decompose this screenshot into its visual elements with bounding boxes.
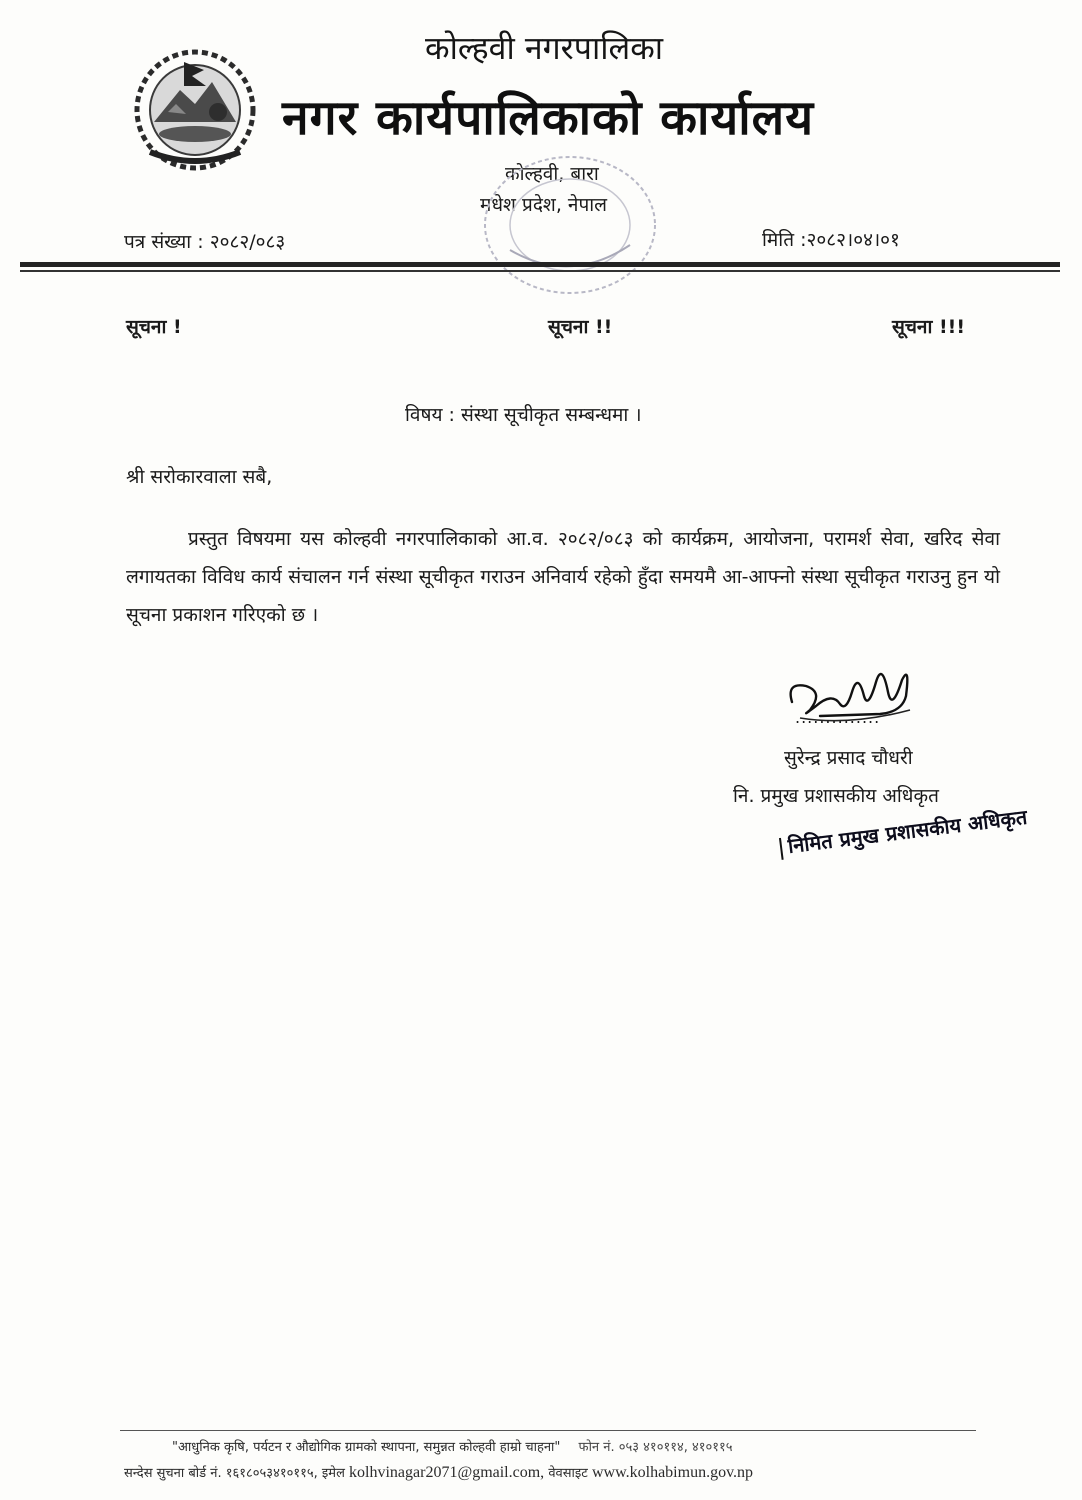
footer-line-1 (172, 1437, 733, 1455)
footer-phone: फोन नं. ०५३ ४१०११४, ४१०११५ (578, 1440, 733, 1455)
footer-slogan: "आधुनिक कृषि, पर्यटन र औद्योगिक ग्रामको स्थापना, समुन्नत कोल्हवी हाम्रो चाहना" (172, 1440, 561, 1455)
letter-date: मिति :२०८२।०४।०१ (762, 229, 900, 251)
office-name: नगर कार्यपालिकाको कार्यालय (282, 90, 815, 146)
nepal-government-emblem-icon (120, 42, 270, 172)
header-divider-thin (20, 270, 1060, 272)
footer-website-label: वेवसाइट (548, 1466, 588, 1481)
footer-email-label: इमेल (321, 1466, 345, 1481)
letter-number: पत्र संख्या : २०८२/०८३ (124, 231, 286, 253)
subject-line: विषय : संस्था सूचीकृत सम्बन्धमा । (405, 404, 642, 426)
salutation: श्री सरोकारवाला सबै, (126, 466, 273, 488)
signature-dots: .............. (795, 708, 881, 727)
notice-body: प्रस्तुत विषयमा यस कोल्हवी नगरपालिकाको आ.व. २०८२/०८३ को कार्यक्रम, आयोजना, परामर्श सेवा, खरिद सेवा लगायतका विविध कार्य संचालन गर्न संस्था सूचीकृत गराउन अनिवार्य रहेको हुँदा समयमै आ-आफ्नो संस्था सूचीकृत गराउनु हुन यो सूचना प्रकाशन गरिएको छ । (126, 528, 1000, 626)
footer-website[interactable]: www.kolhabimun.gov.np (592, 1464, 754, 1481)
footer-sms-board: सन्देस सुचना बोर्ड नं. १६१८०५३४१०११५, (124, 1466, 318, 1481)
notice-heading-2: सूचना !! (548, 316, 613, 338)
footer-email[interactable]: kolhvinagar2071@gmail.com, (349, 1464, 545, 1481)
footer-divider (120, 1430, 976, 1431)
office-seal-stamp-icon (470, 150, 670, 300)
notice-heading-1: सूचना ! (126, 316, 182, 338)
footer-line-2 (124, 1463, 753, 1482)
municipality-name: कोल्हवी नगरपालिका (425, 29, 664, 67)
notice-heading-3: सूचना !!! (892, 316, 965, 338)
address-line-2: मधेश प्रदेश, नेपाल (480, 194, 608, 216)
address-line-1: कोल्हवी, बारा (505, 163, 599, 185)
header-divider (20, 262, 1060, 267)
signatory-designation: नि. प्रमुख प्रशासकीय अधिकृत (733, 785, 939, 807)
signatory-name: सुरेन्द्र प्रसाद चौधरी (784, 747, 913, 769)
designation-stamp: निमित प्रमुख प्रशासकीय अधिकृत (778, 803, 1028, 860)
